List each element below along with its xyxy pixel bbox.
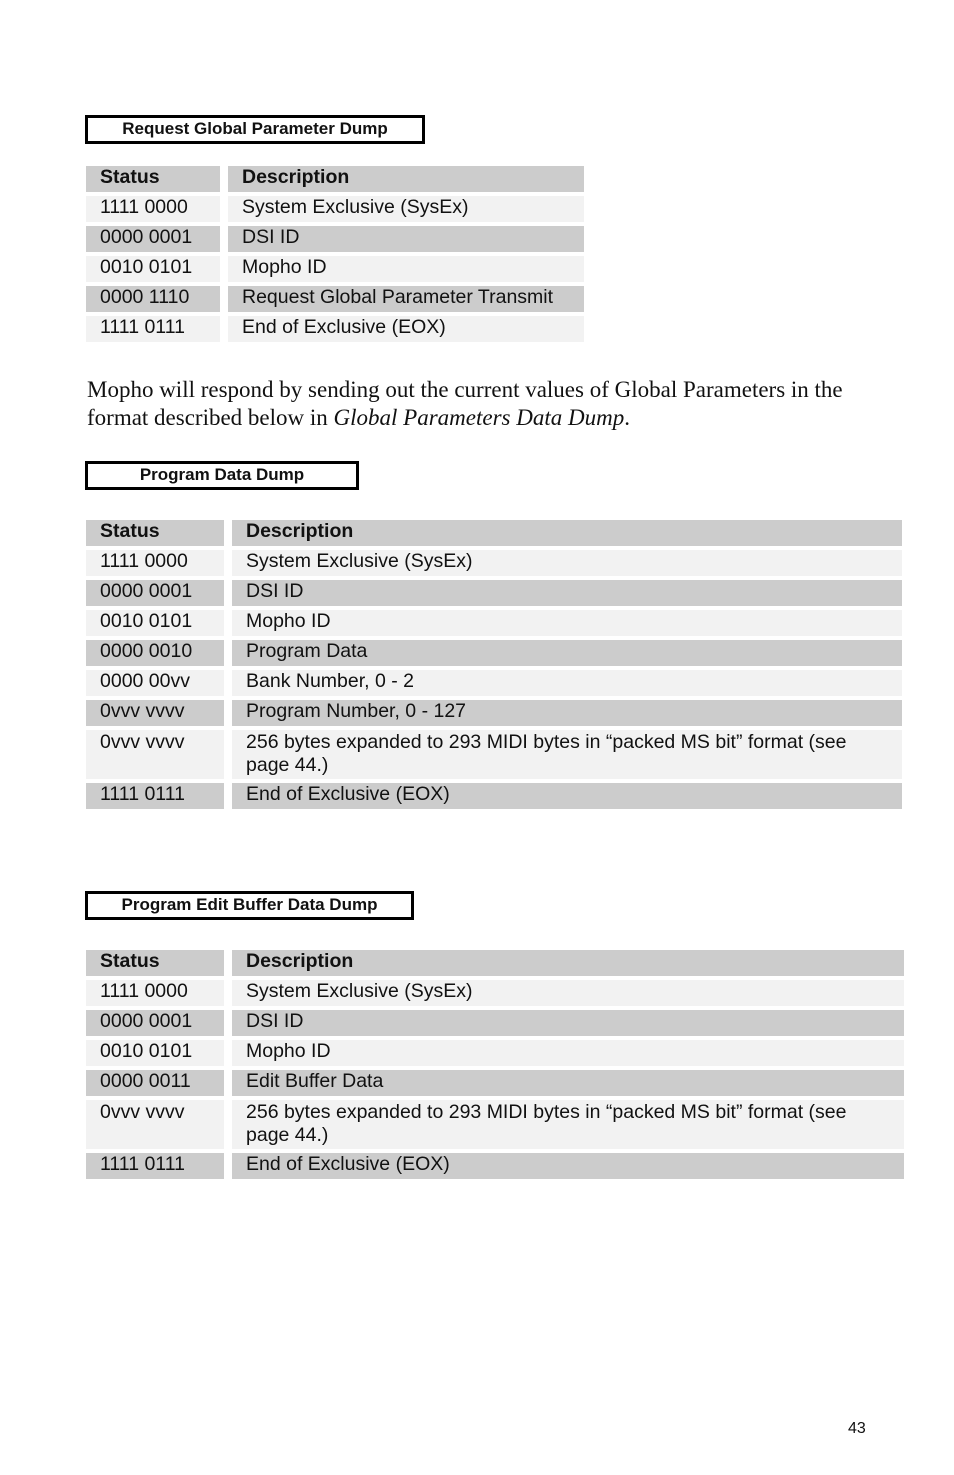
description-cell: Edit Buffer Data bbox=[232, 1070, 904, 1096]
status-cell: 0000 0001 bbox=[86, 1010, 232, 1036]
description-cell: End of Exclusive (EOX) bbox=[232, 1153, 904, 1179]
status-cell: 0000 00vv bbox=[86, 670, 232, 696]
description-cell: DSI ID bbox=[232, 580, 902, 606]
description-cell: System Exclusive (SysEx) bbox=[232, 980, 904, 1006]
table-row bbox=[86, 640, 902, 666]
status-cell: 1111 0000 bbox=[86, 550, 232, 576]
status-cell: 0000 0001 bbox=[86, 226, 228, 252]
table-row bbox=[86, 700, 902, 726]
table-row bbox=[86, 316, 584, 342]
description-cell: Program Data bbox=[232, 640, 902, 666]
section-title-edit-buffer: Program Edit Buffer Data Dump bbox=[85, 891, 414, 920]
table-row bbox=[86, 1040, 904, 1066]
table-header-row bbox=[86, 520, 902, 546]
description-cell: Request Global Parameter Transmit bbox=[228, 286, 584, 312]
paragraph-end: . bbox=[624, 405, 630, 430]
table-row bbox=[86, 730, 902, 779]
paragraph-emphasis: Global Parameters Data Dump bbox=[333, 405, 625, 430]
body-paragraph bbox=[87, 376, 887, 432]
status-cell: 0vvv vvvv bbox=[86, 1100, 232, 1149]
status-cell: 1111 0111 bbox=[86, 783, 232, 809]
header-description: Description bbox=[228, 166, 584, 192]
header-status: Status bbox=[86, 166, 228, 192]
header-status: Status bbox=[86, 950, 232, 976]
table-row bbox=[86, 1100, 904, 1149]
header-status: Status bbox=[86, 520, 232, 546]
header-description: Description bbox=[232, 950, 904, 976]
table-row bbox=[86, 980, 904, 1006]
description-cell: DSI ID bbox=[232, 1010, 904, 1036]
status-cell: 0010 0101 bbox=[86, 610, 232, 636]
table-header-row bbox=[86, 166, 584, 192]
description-cell: Bank Number, 0 - 2 bbox=[232, 670, 902, 696]
table-row bbox=[86, 1153, 904, 1179]
status-cell: 0vvv vvvv bbox=[86, 700, 232, 726]
table-row bbox=[86, 783, 902, 809]
table-row bbox=[86, 610, 902, 636]
description-cell: Mopho ID bbox=[228, 256, 584, 282]
section-title-request-global: Request Global Parameter Dump bbox=[85, 115, 425, 144]
paragraph-text: Mopho will respond by sending out the current values of Global Parameters in the format described below in bbox=[87, 377, 843, 430]
table-row bbox=[86, 196, 584, 222]
status-cell: 1111 0111 bbox=[86, 316, 228, 342]
table-header-row bbox=[86, 950, 904, 976]
status-cell: 1111 0000 bbox=[86, 980, 232, 1006]
status-cell: 1111 0000 bbox=[86, 196, 228, 222]
description-cell: End of Exclusive (EOX) bbox=[228, 316, 584, 342]
description-cell: System Exclusive (SysEx) bbox=[232, 550, 902, 576]
table-row bbox=[86, 1010, 904, 1036]
table-row bbox=[86, 580, 902, 606]
description-cell: DSI ID bbox=[228, 226, 584, 252]
status-cell: 0010 0101 bbox=[86, 1040, 232, 1066]
description-cell: System Exclusive (SysEx) bbox=[228, 196, 584, 222]
description-cell: Mopho ID bbox=[232, 1040, 904, 1066]
status-cell: 0000 0001 bbox=[86, 580, 232, 606]
page-number: 43 bbox=[848, 1420, 866, 1437]
description-cell: Program Number, 0 - 127 bbox=[232, 700, 902, 726]
table-request-global bbox=[86, 162, 584, 346]
table-edit-buffer bbox=[86, 946, 904, 1183]
description-cell: End of Exclusive (EOX) bbox=[232, 783, 902, 809]
header-description: Description bbox=[232, 520, 902, 546]
status-cell: 0000 0010 bbox=[86, 640, 232, 666]
table-row bbox=[86, 286, 584, 312]
section-title-program-data: Program Data Dump bbox=[85, 461, 359, 490]
status-cell: 0000 0011 bbox=[86, 1070, 232, 1096]
description-cell: Mopho ID bbox=[232, 610, 902, 636]
table-row bbox=[86, 670, 902, 696]
table-row bbox=[86, 226, 584, 252]
status-cell: 0010 0101 bbox=[86, 256, 228, 282]
status-cell: 0000 1110 bbox=[86, 286, 228, 312]
table-program-data bbox=[86, 516, 902, 813]
description-cell: 256 bytes expanded to 293 MIDI bytes in “packed MS bit” format (see page 44.) bbox=[232, 1100, 904, 1149]
table-row bbox=[86, 550, 902, 576]
status-cell: 1111 0111 bbox=[86, 1153, 232, 1179]
table-row bbox=[86, 1070, 904, 1096]
table-row bbox=[86, 256, 584, 282]
description-cell: 256 bytes expanded to 293 MIDI bytes in “packed MS bit” format (see page 44.) bbox=[232, 730, 902, 779]
status-cell: 0vvv vvvv bbox=[86, 730, 232, 779]
